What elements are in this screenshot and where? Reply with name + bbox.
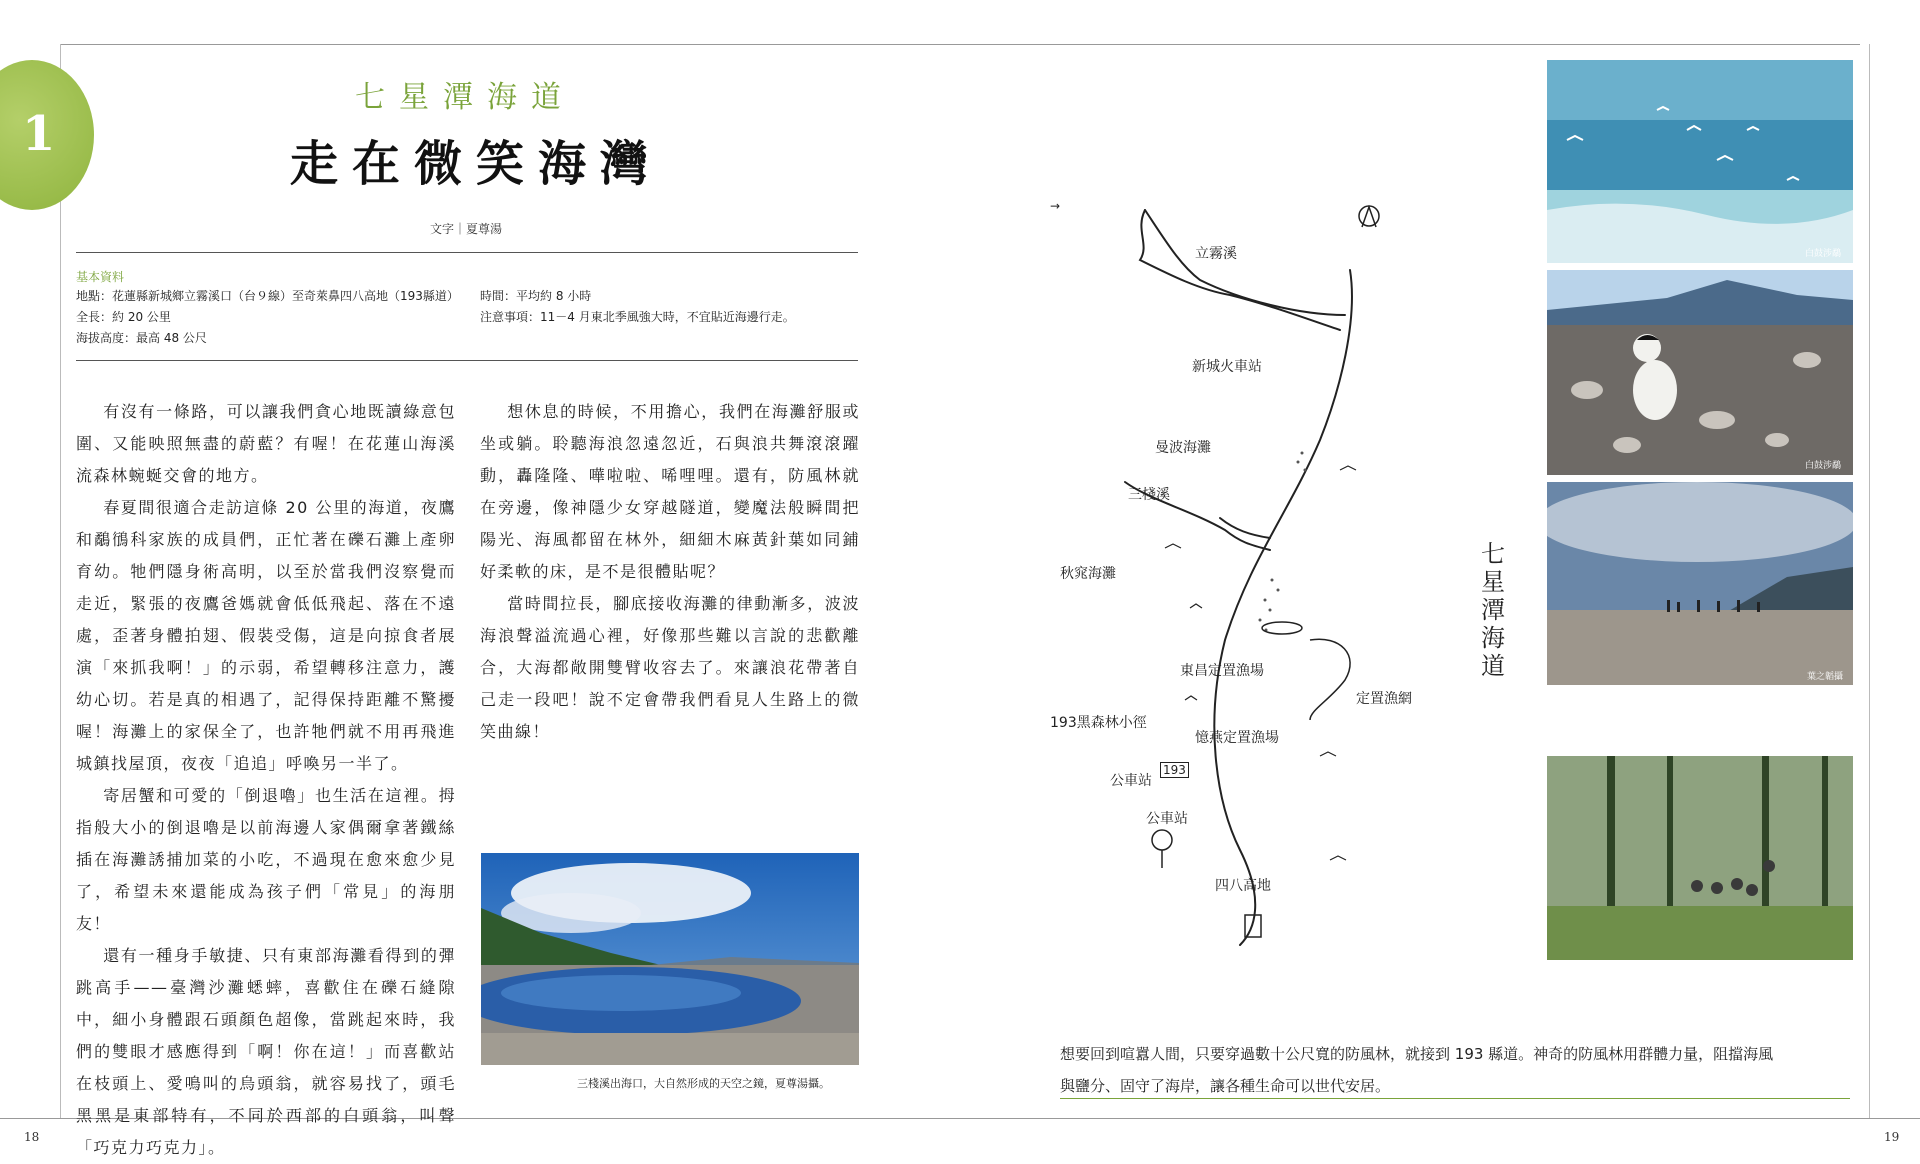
body-column-2 [480,396,860,748]
map-label-lianyan: 憶燕定置漁場 [1195,730,1279,746]
walkers-photo-art [1547,482,1853,685]
info-altitude: 海拔高度：最高 48 公尺 [76,331,207,345]
photo-caption-1: 白鼓涉鷸 [1805,249,1842,259]
info-right [480,286,860,328]
paragraph: 寄居蟹和可愛的「倒退嚕」也生活在這裡。拇指般大小的倒退嚕是以前海邊人家偶爾拿著鐵絲插在海灘誘捕加菜的小吃，不過現在愈來愈少見了，希望未來還能成為孩子們「常見」的海朋友！ [76,786,456,933]
photo-caption-2: 白鼓涉鷸 [1805,461,1842,471]
vertical-char: 海 [1481,624,1505,652]
paragraph: 想休息的時候，不用擔心，我們在海灘舒服或坐或躺。聆聽海浪忽遠忽近，石與浪共舞滾滾躍動，轟隆隆、嘩啦啦、唏哩哩。還有，防風林就在旁邊，像神隱少女穿越隧道，變魔法般瞬間把陽光、海風都留在林外，細細木麻黃針葉如同鋪好柔軟的床，是不是很體貼呢？ [480,402,860,581]
chapter-number: 1 [22,106,56,162]
svg-text:→: → [1050,200,1061,213]
map-label-manbo: 曼波海灘 [1155,440,1211,456]
info-notice: 注意事項：11－4 月東北季風強大時，不宜貼近海邊行走。 [480,310,795,324]
photo-caption-3: 葉之韜攝 [1807,672,1844,682]
vertical-char: 道 [1481,652,1505,680]
map-label-bus1: 公車站 [1110,773,1152,789]
map-label-dingzhi: 定置漁網 [1356,691,1412,707]
vertical-char: 潭 [1481,596,1505,624]
map-label-forest: 193黑森林小徑 [1050,715,1147,731]
body-column-1 [76,396,456,1164]
paragraph: 有沒有一條路，可以讓我們貪心地既讀綠意包圍、又能映照無盡的蔚藍？有喔！在花蓮山海溪流森林蜿蜒交會的地方。 [76,402,456,485]
info-length: 全長：約 20 公里 [76,310,171,324]
article-kicker: 七星潭海道 [355,80,575,115]
map-label-highland: 四八高地 [1215,878,1271,894]
gutter-right [1869,44,1870,1119]
map-label-dongchang: 東昌定置漁場 [1180,663,1264,679]
photo-terns-sea [1547,60,1853,263]
map-label-sanzhan: 三棧溪 [1128,487,1170,503]
photo-sanzhan-estuary [481,853,859,1065]
top-rule-right [960,44,1860,45]
info-rule [76,360,858,361]
photo-tern-stones [1547,270,1853,475]
photo-windbreak-forest [1547,756,1853,960]
paragraph: 當時間拉長，腳底接收海灘的律動漸多，波波海浪聲溢流過心裡，好像那些難以言說的悲歡離合，大海都敞開雙臂收容去了。來讓浪花帶著自己走一段吧！說不定會帶我們看見人生路上的微笑曲線！ [480,594,860,741]
photo-caption-estuary: 三棧溪出海口，大自然形成的天空之鏡，夏尊湯攝。 [577,1077,830,1090]
map-bottom-caption: 想要回到喧囂人間，只要穿過數十公尺寬的防風林，就接到 193 縣道。神奇的防風林用群體力量，阻擋海風與鹽分、固守了海岸，讓各種生命可以世代安居。 [1060,1045,1774,1095]
info-time: 時間：平均約 8 小時 [480,289,592,303]
info-heading: 基本資料 [76,270,125,284]
info-location: 地點：花蓮縣新城鄉立霧溪口（台９線）至奇萊鼻四八高地（193縣道） [76,289,459,303]
bottom-caption-rule [1060,1098,1850,1099]
estuary-photo-art [481,853,859,1065]
map-label-route: 193 [1160,762,1189,778]
terns-photo-art [1547,60,1853,263]
forest-photo-art [1547,756,1853,960]
paragraph: 還有一種身手敏捷、只有東部海灘看得到的彈跳高手——臺灣沙灘蟋蟀，喜歡住在礫石縫隙中，細小身體跟石頭顏色超像，當跳起來時，我們的雙眼才感應得到「啊！你在這！」而喜歡站在枝頭上、愛鳴叫的烏頭翁，就容易找了，頭毛黑黑是東部特有，不同於西部的白頭翁，叫聲「巧克力巧克力」。 [76,946,456,1157]
map-label-liwu: 立霧溪 [1195,246,1237,262]
map-label-shuangtan: 秋窕海灘 [1060,566,1116,582]
page-number-right: 19 [1884,1130,1900,1144]
vertical-char: 七 [1481,540,1505,568]
article-title: 走在微笑海灣 [290,136,663,192]
photo-beach-walkers [1547,482,1853,685]
top-rule-left [60,44,960,45]
tern-photo-art [1547,270,1853,475]
title-rule [76,252,858,253]
vertical-char: 星 [1481,568,1505,596]
info-left [76,286,476,349]
chapter-badge [0,60,94,210]
page-number-left: 18 [24,1130,40,1144]
gutter-left [60,44,61,1119]
vertical-map-title [1478,540,1508,680]
map-label-xincheng: 新城火車站 [1192,359,1262,375]
map-label-bus2: 公車站 [1146,811,1188,827]
paragraph: 春夏間很適合走訪這條 20 公里的海道，夜鷹和鷸鴴科家族的成員們，正忙著在礫石灘上產卵育幼。牠們隱身術高明，以至於當我們沒察覺而走近，緊張的夜鷹爸媽就會低低飛起、落在不遠處，歪著身體拍翅、假裝受傷，這是向掠食者展演「來抓我啊！」的示弱，希望轉移注意力，護幼心切。若是真的相遇了，記得保持距離不驚擾喔！海灘上的家保全了，也許牠們就不用再飛進城鎮找屋頂，夜夜「追追」呼喚另一半了。 [76,498,456,773]
author-credit: 文字｜夏尊湯 [430,222,503,236]
